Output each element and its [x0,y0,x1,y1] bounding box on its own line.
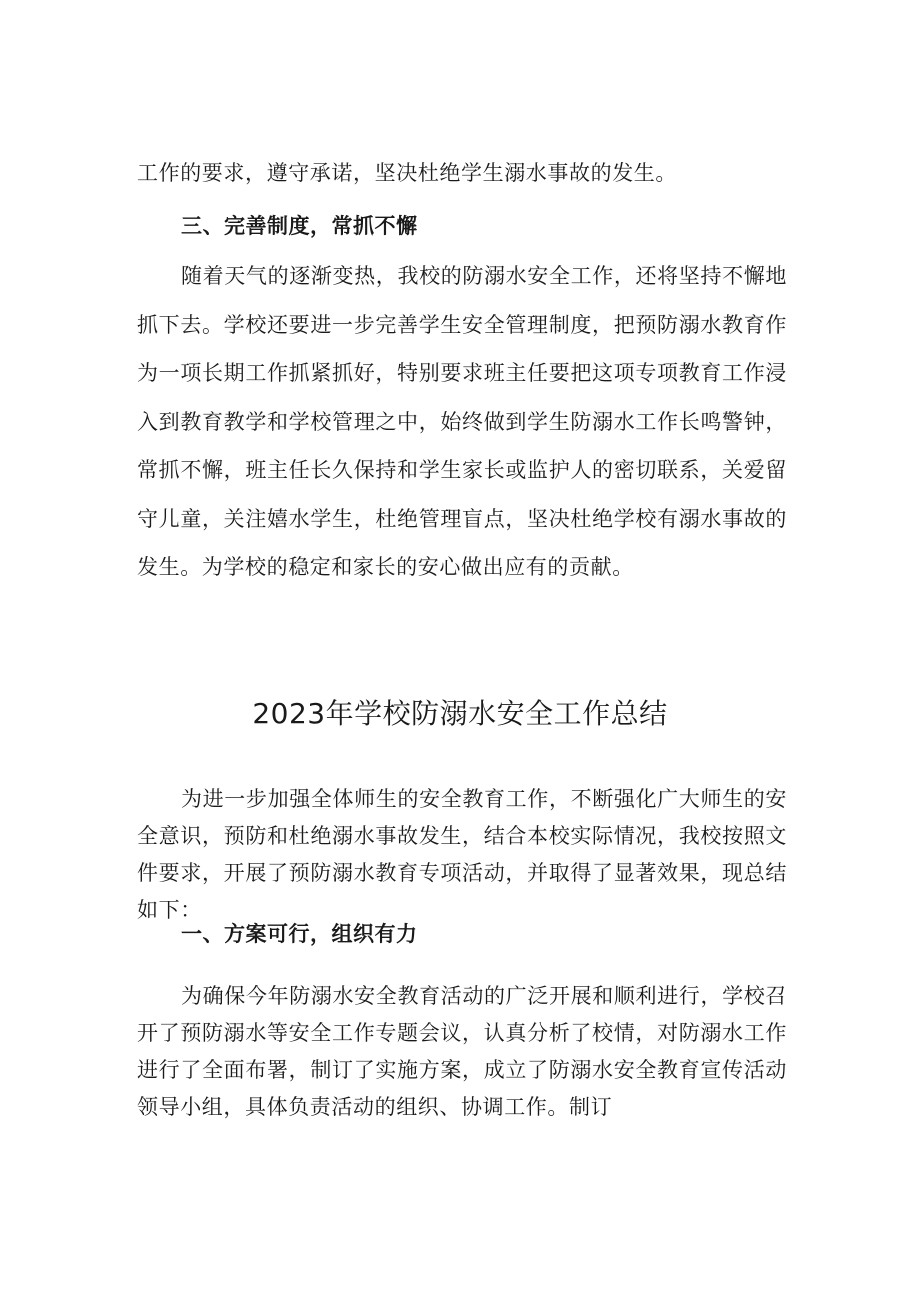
section-1-heading: 一、方案可行，组织有力 [181,922,418,946]
document-title: 2023年学校防溺水安全工作总结 [252,697,668,730]
continuation-paragraph: 工作的要求，遵守承诺，坚决杜绝学生溺水事故的发生。 [137,161,677,185]
section-3-paragraph: 随着天气的逐渐变热，我校的防溺水安全工作，还将坚持不懈地抓下去。学校还要进一步完善学生安全管理制度，把预防溺水教育作为一项长期工作抓紧抓好，特别要求班主任要把这项专项教育工作浸入到教育教学和学校管理之中，始终做到学生防溺水工作长鸣警钟，常抓不懈，班主任长久保持和学生家长或监护人的密切联系，关爱留守儿童，关注嬉水学生，杜绝管理盲点，坚决杜绝学校有溺水事故的发生。为学校的稳定和家长的安心做出应有的贡献。 [137,264,787,579]
section-3-heading: 三、完善制度，常抓不懈 [181,214,418,238]
section-1-paragraph: 为确保今年防溺水安全教育活动的广泛开展和顺利进行，学校召开了预防溺水等安全工作专题会议，认真分析了校情，对防溺水工作进行了全面布署，制订了实施方案，成立了防溺水安全教育宣传活动领导小组，具体负责活动的组织、协调工作。制订 [137,984,787,1119]
intro-paragraph: 为进一步加强全体师生的安全教育工作，不断强化广大师生的安全意识，预防和杜绝溺水事故发生，结合本校实际情况，我校按照文件要求，开展了预防溺水教育专项活动，并取得了显著效果，现总结如下： [137,787,787,922]
